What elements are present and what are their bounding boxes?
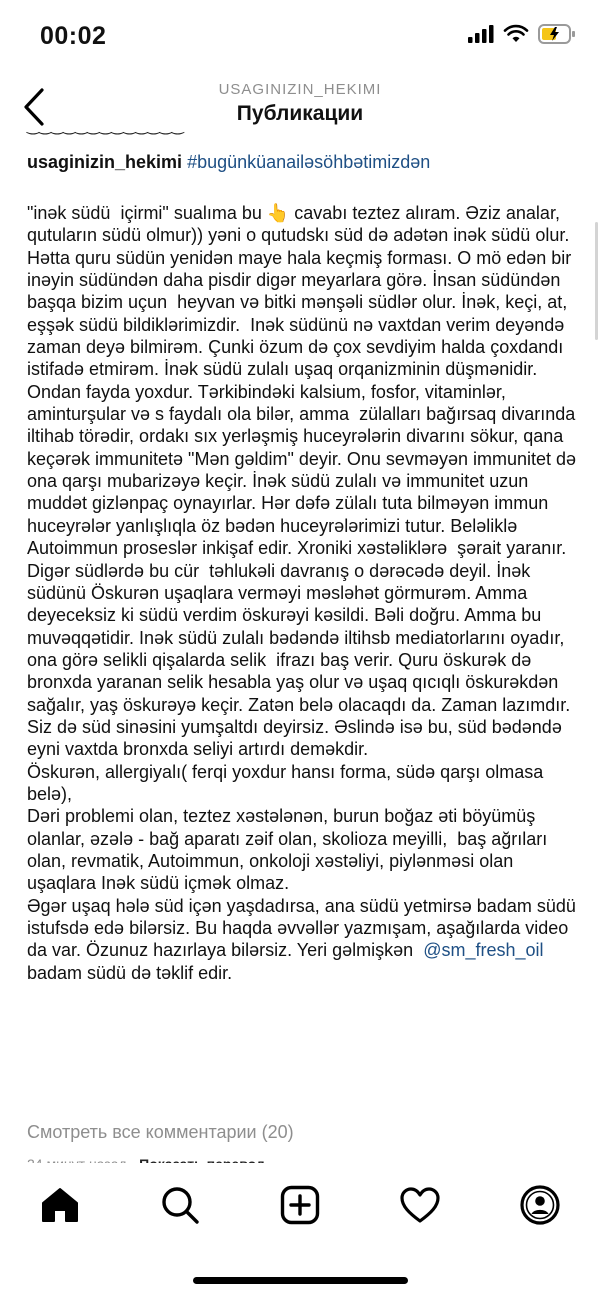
timestamp-row [27, 1150, 587, 1163]
tab-search[interactable] [150, 1175, 210, 1235]
home-icon [40, 1186, 80, 1224]
caption-body [27, 202, 582, 984]
caption-username[interactable]: usaginizin_hekimi [27, 152, 183, 172]
post-caption [27, 150, 582, 984]
tab-bar [0, 1163, 600, 1253]
signal-icon [468, 25, 494, 43]
search-icon [160, 1185, 200, 1225]
status-bar [0, 0, 600, 72]
tab-profile[interactable] [510, 1175, 570, 1235]
profile-icon [519, 1184, 561, 1226]
plus-square-icon [280, 1185, 320, 1225]
heart-icon [399, 1186, 441, 1224]
wifi-icon [504, 25, 528, 43]
home-indicator [193, 1277, 408, 1284]
nav-username[interactable]: USAGINIZIN_HEKIMI [218, 81, 382, 98]
caption-hashtag[interactable]: #bugünküanailəsöhbətimizdən [187, 152, 431, 172]
caption-header [27, 150, 582, 174]
previous-content-sliver: ‿‿‿‿‿‿‿‿‿‿‿‿‿ [27, 118, 184, 135]
view-comments-link[interactable]: Смотреть все комментарии (20) [27, 1122, 294, 1142]
tab-create[interactable] [270, 1175, 330, 1235]
caption-mention[interactable]: @sm_fresh_oil [423, 940, 544, 961]
page-title: Публикации [236, 102, 364, 125]
status-time: 00:02 [40, 22, 107, 50]
tab-activity[interactable] [390, 1175, 450, 1235]
caption-text-part2: badam südü də təklif edir. [27, 940, 554, 983]
caption-text-part1: "inək südü içirmi" sualıma bu 👆 cavabı teztez alıram. Əziz analar, qutuların südü olmur)) yəni o qutudskı süd də adətən inək südü olur. Hətta quru südün yenidən maye hala keçmiş forması. O mö edən bir inəyin südündən daha pisdir digər meyarlara görə. İnsan südündən başqa bizim uçun heyvan və bitki mənşəli südlər olur. İnək, keçi, at, eşşək südü bildiklərimizdir. Inək südünü nə vaxtdan verim deyəndə zaman deyə bilmirəm. Çunki özum də çox sevdiyim halda çoxdandı istifadə etmirəm. İnək südü zulalı uşaq orqanizminin düşmənidir. Ondan fayda yoxdur. Tərkibindəki kalsium, fosfor, vitaminlər, aminturşular və s faydalı ola bilər, amma zülalları bağırsaq divarında iltihab törədir, ordakı sıx yerləşmiş huceyrələrin divarını sökur, qana keçərək immunitetə "Mən gəldim" deyir. Onu sevməyən immunitet də ona qarşı mubarizəyə keçir. İnək südü zulalı və immunitet uzun muddət gizlənpaç oynayırlar. Hər dəfə zülalı tuta bilməyən immun huceyrələr yanlışlıqla öz bədən huceyrələrimizi tutur. Beləliklə Autoimmun proseslər inkişaf edir. Xroniki xəstəliklərə şərait yaranır. Digər südlərdə bu cür təhlukəli davranış o dərəcədə deyil. İnək südünü Öskurən uşaqlara verməyi məsləhət görmurəm. Amma deyeceksiz ki südü verdim öskurəyi kəsildi. Bəli doğru. Amma bu muvəqqətidir. Inək südü zulalı bədəndə iltihsb mediatorlarını oyadır, ona görə selikli qişalarda selik ifrazı baş verir. Quru öskurək də bronxda yaranan selik hesabla yaş olur və uşaq qıcıqlı öskurəkdən sağalır, yaş öskurəyə keçir. Zatən belə olacaqdı da. Zaman lazımdır. Siz də süd sinəsini yumşaltdı deyirsiz. Əslində isə bu, süd bədəndə eyni vaxtda bronxda seliyi artırdı deməkdir. Öskurən, allergiyalı( ferqi yoxdur hansı forma, südə qarşı olmasa belə), Dəri problemi olan, teztez xəstələnən, burun boğaz əti böyümüş olanlar, əzələ - bağ aparatı zəif olan, skolioza meyilli, baş ağrıları olan, revmatik, Autoimmun, onkoloji xəstəliyi, piylənməsi olan uşaqlara Inək südü içmək olmaz. Əgər uşaq hələ süd içən yaşdadırsa, ana südü yetmirsə badam südü istufsdə edə bilərsiz. Bu haqda əvvəllər yazmışam, aşağılarda video da var. Özunuz hazırlaya bilərsiz. Yeri gəlmişkən [27, 203, 577, 961]
tab-home[interactable] [30, 1175, 90, 1235]
battery-icon [538, 24, 576, 44]
scrollbar[interactable] [595, 222, 598, 340]
system-icons [468, 24, 576, 44]
